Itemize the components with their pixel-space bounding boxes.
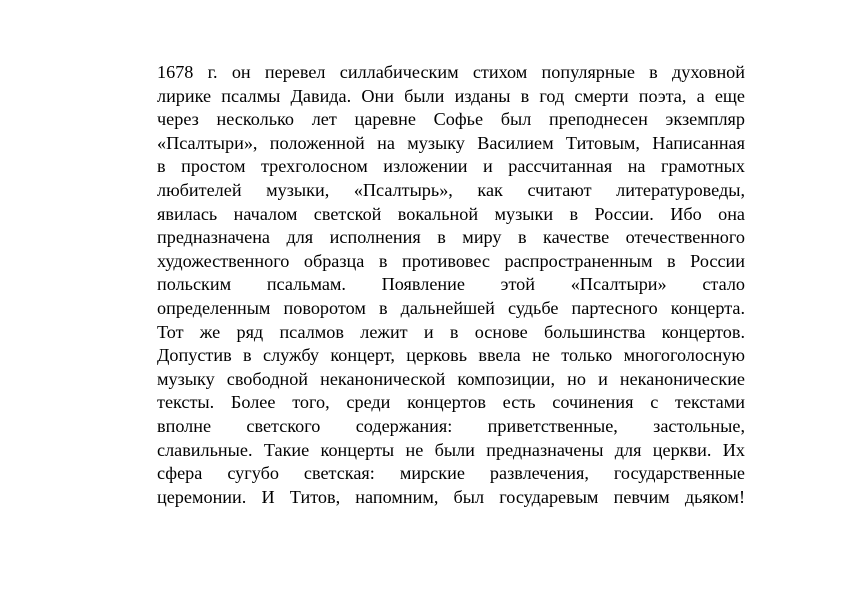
text-line-10: польским псальмам. Появление этой «Псалтыри» стало (157, 274, 745, 295)
text-line-7: явилась началом светской вокальной музыки в России. Ибо она (157, 203, 745, 224)
text-line-8: предназначена для исполнения в миру в качестве отечественного (157, 227, 745, 248)
text-line-12: Тот же ряд псалмов лежит и в основе большинства концертов. (157, 321, 745, 342)
text-line-1: 1678 г. он перевел силлабическим стихом популярные в духовной (157, 62, 745, 82)
body-text (157, 61, 745, 509)
text-line-13: Допустив в службу концерт, церковь ввела не только многоголосную (157, 345, 745, 366)
text-line-5: в простом трехголосном изложении и рассчитанная на грамотных (157, 156, 745, 177)
text-line-3: через несколько лет царевне Софье был преподнесен экземпляр (157, 109, 745, 130)
text-line-14: музыку свободной неканонической композиции, но и неканонические (157, 368, 745, 389)
text-line-9: художественного образца в противовес распространенным в России (157, 250, 745, 271)
text-line-11: определенным поворотом в дальнейшей судьбе партесного концерта. (157, 297, 745, 318)
text-line-18: сфера сугубо светская: мирские развлечения, государственные (157, 463, 745, 484)
text-line-16: вполне светского содержания: приветственные, застольные, (157, 415, 745, 436)
text-line-17: славильные. Такие концерты не были предназначены для церкви. Их (157, 439, 745, 460)
text-line-2: лирике псалмы Давида. Они были изданы в год смерти поэта, а еще (157, 85, 745, 106)
text-line-4: «Псалтыри», положенной на музыку Василием Титовым, Написанная (157, 132, 745, 153)
text-line-19: церемонии. И Титов, напомним, был государевым певчим дьяком! (157, 486, 745, 507)
text-line-15: тексты. Более того, среди концертов есть сочинения с текстами (157, 392, 745, 413)
text-line-6: любителей музыки, «Псалтырь», как считают литературоведы, (157, 179, 745, 200)
